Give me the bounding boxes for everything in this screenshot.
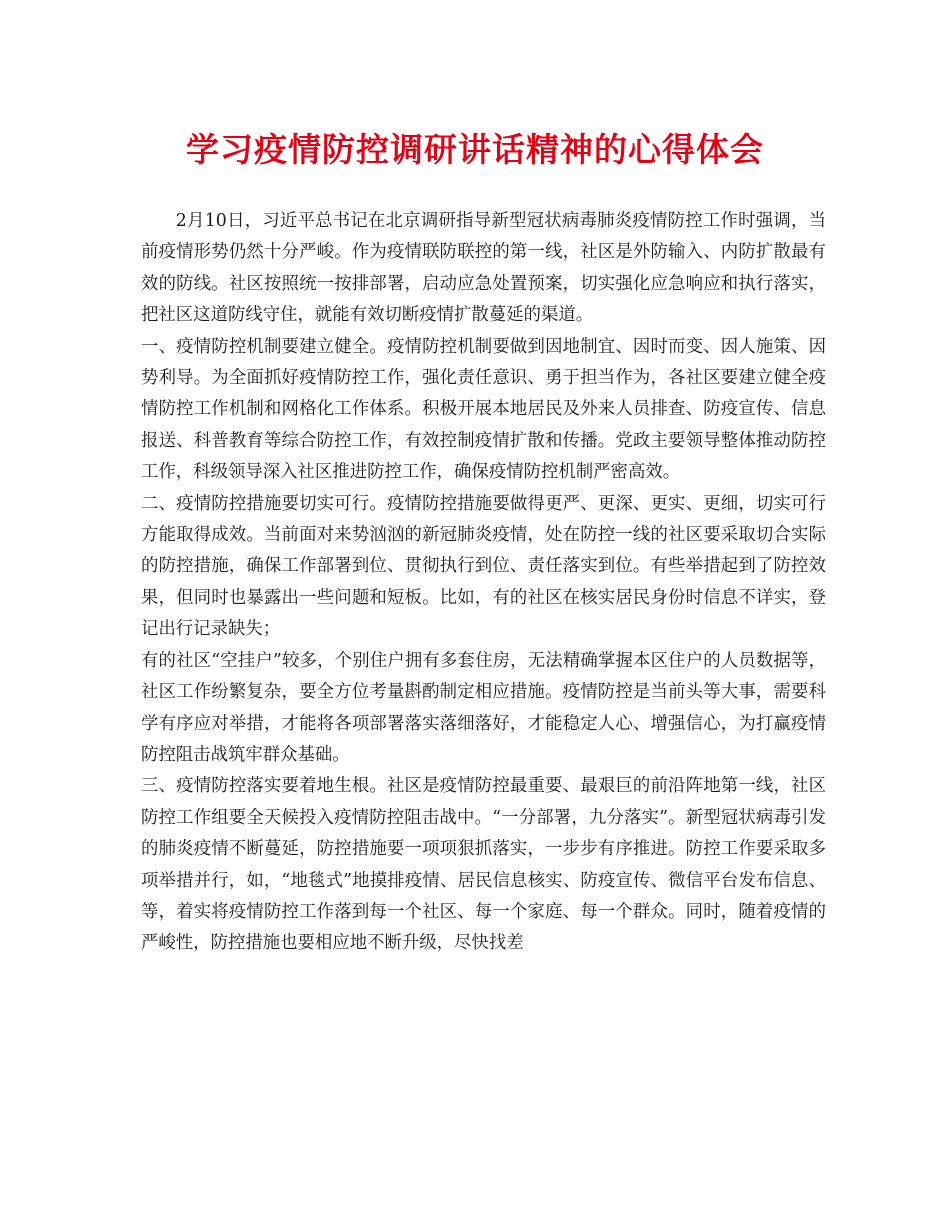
paragraph-intro: 2月10日，习近平总书记在北京调研指导新型冠状病毒肺炎疫情防控工作时强调，当前疫情形势仍然十分严峻。作为疫情联防联控的第一线，社区是外防输入、内防扩散最有效的防线。社区按照统一按排部署，启动应急处置预案，切实强化应急响应和执行落实，把社区这道防线守住，就能有效切断疫情扩散蔓延的渠道。	[141, 211, 826, 326]
paragraph-section-1: 一、疫情防控机制要建立健全。疫情防控机制要做到因地制宜、因时而变、因人施策、因势利导。为全面抓好疫情防控工作，强化责任意识、勇于担当作为，各社区要建立健全疫情防控工作机制和网格化工作体系。积极开展本地居民及外来人员排查、防疫宣传、信息报送、科普教育等综合防控工作，有效控制疫情扩散和传播。党政主要领导整体推动防控工作，科级领导深入社区推进防控工作，确保疫情防控机制严密高效。	[141, 336, 826, 483]
paragraph-section-3: 三、疫情防控落实要着地生根。社区是疫情防控最重要、最艰巨的前沿阵地第一线，社区防控工作组要全天候投入疫情防控阻击战中。“一分部署，九分落实”。新型冠状病毒引发的肺炎疫情不断蔓延，防控措施要一项项狠抓落实，一步步有序推进。防控工作要采取多项举措并行，如，“地毯式”地摸排疫情、居民信息核实、防疫宣传、微信平台发布信息、等，着实将疫情防控工作落到每一个社区、每一个家庭、每一个群众。同时，随着疫情的严峻性，防控措施也要相应地不断升级，尽快找差	[141, 776, 826, 954]
document-body	[141, 206, 826, 960]
paragraph-section-2-continued: 有的社区“空挂户”较多，个别住户拥有多套住房，无法精确掌握本区住户的人员数据等，社区工作纷繁复杂，要全方位考量斟酌制定相应措施。疫情防控是当前头等大事，需要科学有序应对举措，才能将各项部署落实落细落好，才能稳定人心、增强信心，为打赢疫情防控阻击战筑牢群众基础。	[141, 650, 826, 765]
paragraph-section-2: 二、疫情防控措施要切实可行。疫情防控措施要做得更严、更深、更实、更细，切实可行方能取得成效。当前面对来势汹汹的新冠肺炎疫情，处在防控一线的社区要采取切合实际的防控措施，确保工作部署到位、贯彻执行到位、责任落实到位。有些举措起到了防控效果，但同时也暴露出一些问题和短板。比如，有的社区在核实居民身份时信息不详实，登记出行记录缺失；	[141, 493, 826, 640]
document-title: 学习疫情防控调研讲话精神的心得体会	[186, 130, 764, 169]
